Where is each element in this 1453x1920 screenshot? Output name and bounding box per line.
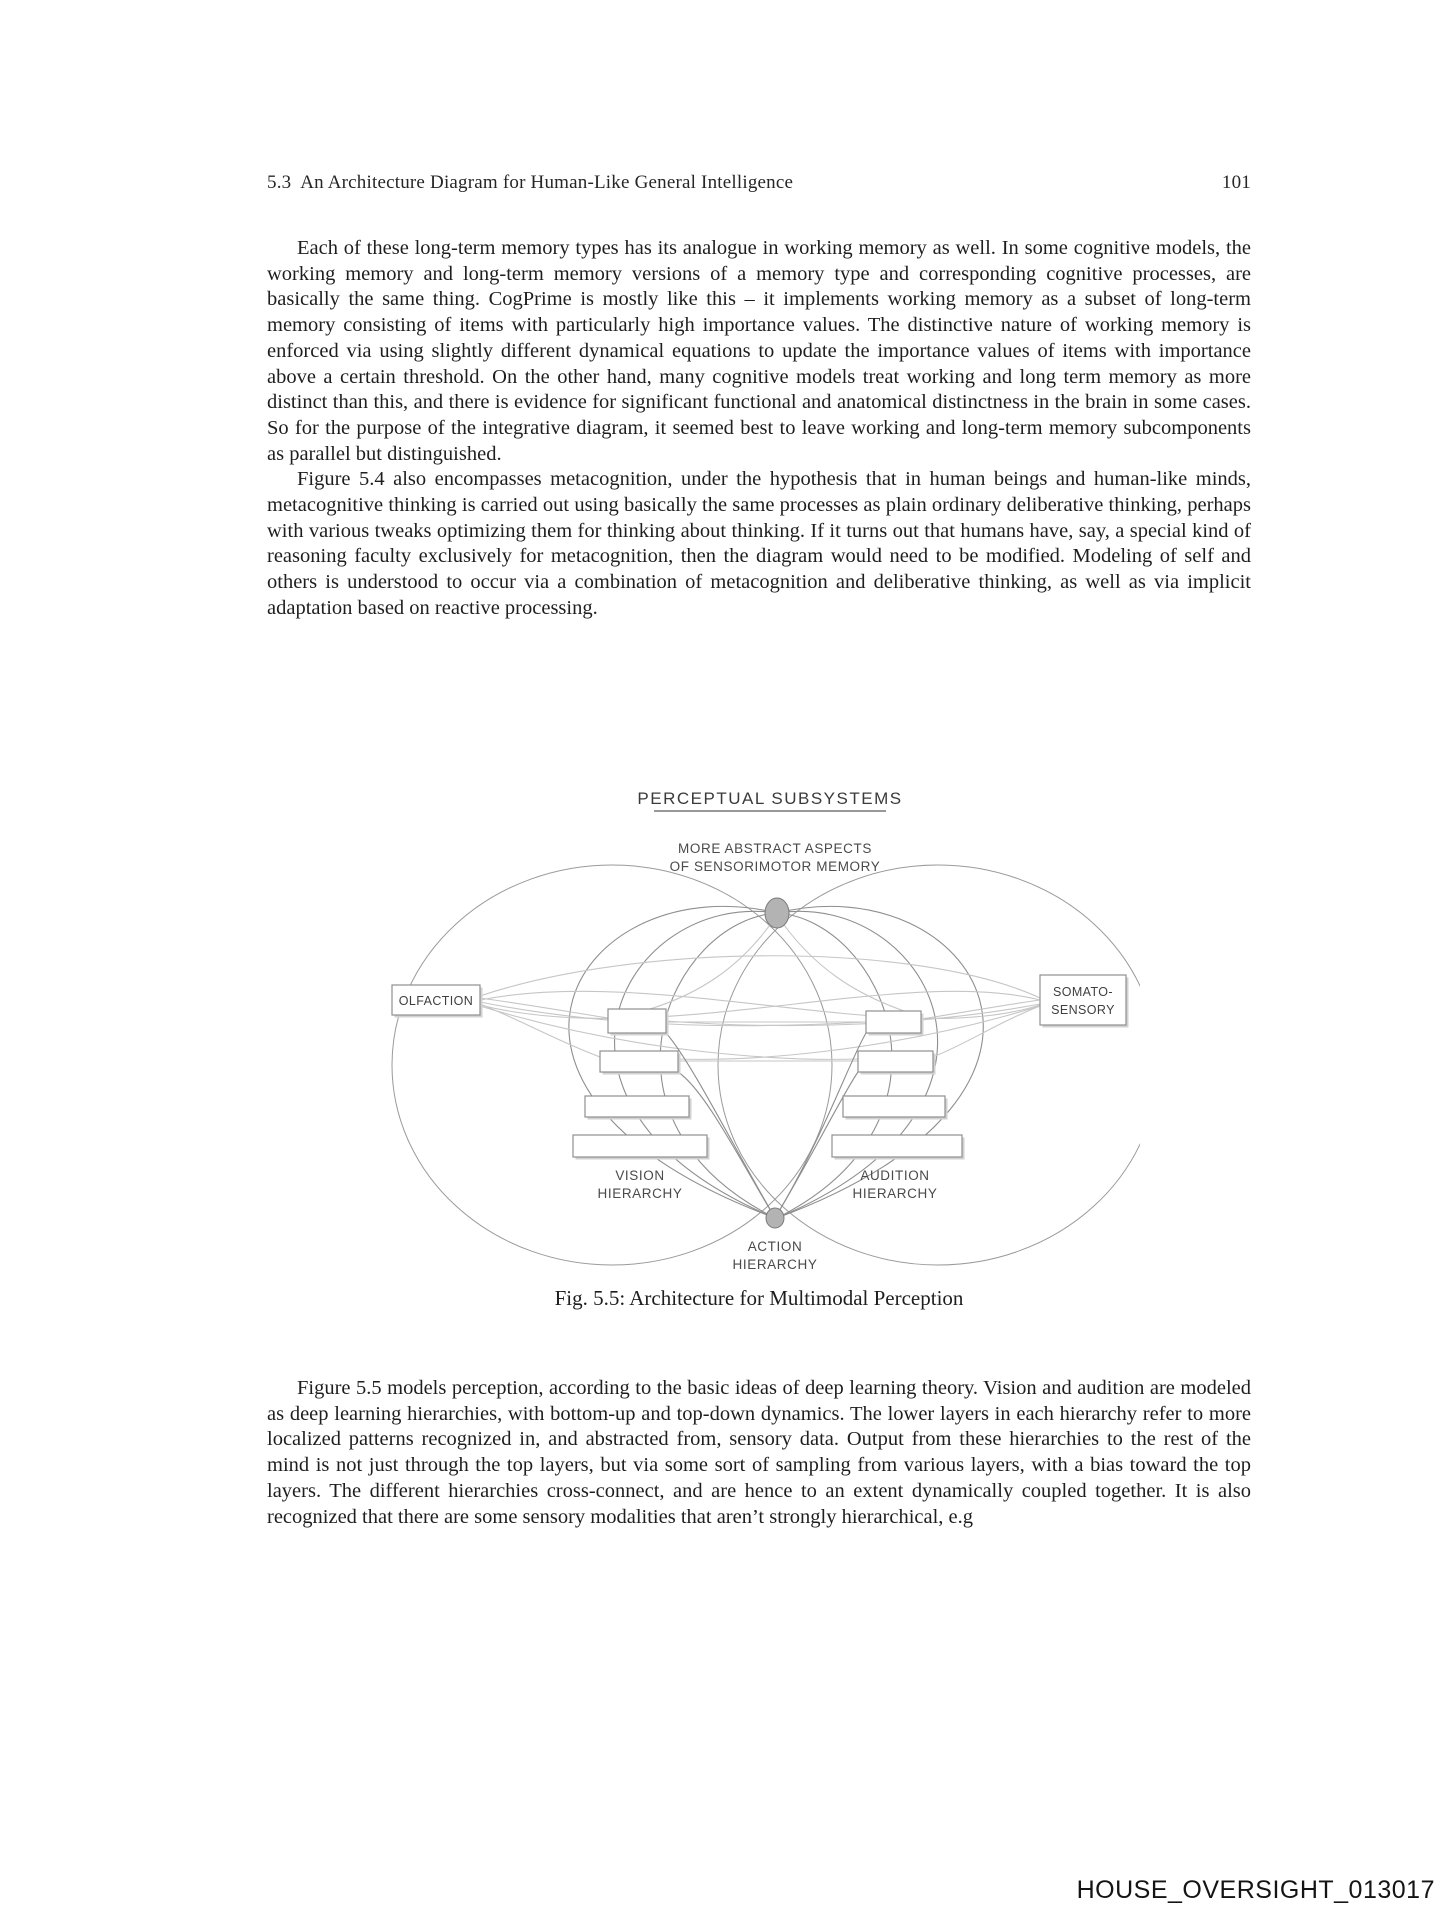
running-header [267, 172, 1251, 194]
audition-layer-2 [858, 1051, 933, 1072]
body-text-lower [267, 1376, 1251, 1530]
somato-to-audition-layer2 [933, 1006, 1040, 1057]
perception-diagram [340, 760, 1140, 1300]
paragraph-2: Figure 5.4 also encompasses metacognition, under the hypothesis that in human beings and human-like minds, metacognitive thinking is carried out using basically the same processes as plain ordinary deliberative thinking, perhaps with various tweaks optimizing them for thinking about thinking. If it turns out that humans have, say, a special kind of reasoning faculty exclusively for metacognition, then the diagram would need to be modified. Modeling of self and others is understood to occur via a combination of metacognition and deliberative thinking, as well as via implicit adaptation based on reactive processing. [267, 468, 1251, 619]
audition-layer-3 [843, 1096, 945, 1117]
somatosensory-node [1040, 975, 1129, 1028]
vision-layer-4 [573, 1135, 707, 1157]
vision-layer-3 [585, 1096, 689, 1117]
vision-layer-1 [608, 1009, 666, 1033]
page-number: 101 [1221, 172, 1251, 193]
somatosensory-label-line1: SOMATO- [1053, 985, 1113, 999]
audition-hierarchy-label-line1: AUDITION [860, 1168, 930, 1183]
vision-hierarchy-stack [573, 1009, 710, 1160]
figure-5-5 [340, 760, 1140, 1300]
action-hierarchy-node [766, 1208, 784, 1228]
action-hierarchy-label-line1: ACTION [747, 1239, 803, 1254]
cross-arc-1 [480, 991, 1040, 1018]
body-text-upper [267, 236, 1251, 622]
abstract-memory-label-line2: OF SENSORIMOTOR MEMORY [669, 859, 881, 874]
figure-title: PERCEPTUAL SUBSYSTEMS [637, 789, 903, 808]
vision-hierarchy-label-line1: VISION [615, 1168, 665, 1183]
paragraph-3: Figure 5.5 models perception, according to the basic ideas of deep learning theory. Vision and audition are modeled as deep learning hierarchies, with bottom-up and top-down dynamics. The lower layers in each hierarchy refer to more localized patterns recognized in, and abstracted from, sensory data. Output from these hierarchies to the rest of the mind is not just through the top layers, but via some sort of sampling from various layers, with a bias toward the top layers. The different hierarchies cross-connect, and are hence to an extent dynamically coupled together. It is also recognized that there are some sensory modalities that aren’t strongly hierarchical, e.g [267, 1377, 1251, 1528]
abstract-memory-label-line1: MORE ABSTRACT ASPECTS [678, 841, 872, 856]
olfaction-to-vision-layer1 [480, 998, 608, 1018]
audition-hierarchy-stack [832, 1011, 965, 1160]
node-to-audition-layer1 [777, 915, 904, 1011]
olfaction-label: OLFACTION [398, 994, 474, 1008]
audition-hierarchy-label-line2: HIERARCHY [852, 1186, 938, 1201]
bates-stamp: HOUSE_OVERSIGHT_013017 [1076, 1876, 1435, 1904]
olfaction-node [392, 985, 483, 1018]
somatosensory-label-line2: SENSORY [1051, 1003, 1115, 1017]
vision-hierarchy-label-line2: HIERARCHY [597, 1186, 683, 1201]
audition-layer-1 [866, 1011, 921, 1033]
vision-layer-2 [600, 1051, 678, 1072]
somatosensory-box [1040, 975, 1126, 1025]
paragraph-1: Each of these long-term memory types has its analogue in working memory as well. In some cognitive models, the working memory and long-term memory versions of a memory type and corresponding cognitive processes, are basically the same thing. CogPrime is mostly like this – it implements working memory as a subset of long-term memory consisting of items with particularly high importance values. The distinctive nature of working memory is enforced via using slightly different dynamical equations to update the importance values of items with importance above a certain threshold. On the other hand, many cognitive models treat working and long term memory as more distinct than this, and there is evidence for significant functional and anatomical distinctness in the brain in some cases. So for the purpose of the integrative diagram, it seemed best to leave working and long-term memory subcomponents as parallel but distinguished. [267, 237, 1251, 465]
figure-caption: Fig. 5.5: Architecture for Multimodal Perception [554, 1286, 964, 1310]
node-to-vision-layer1 [650, 915, 777, 1009]
action-hierarchy-label-line2: HIERARCHY [732, 1257, 818, 1272]
sensorimotor-memory-node [765, 898, 789, 928]
section-title: 5.3 An Architecture Diagram for Human-Like General Intelligence [267, 172, 794, 193]
audition-layer-4 [832, 1135, 962, 1157]
